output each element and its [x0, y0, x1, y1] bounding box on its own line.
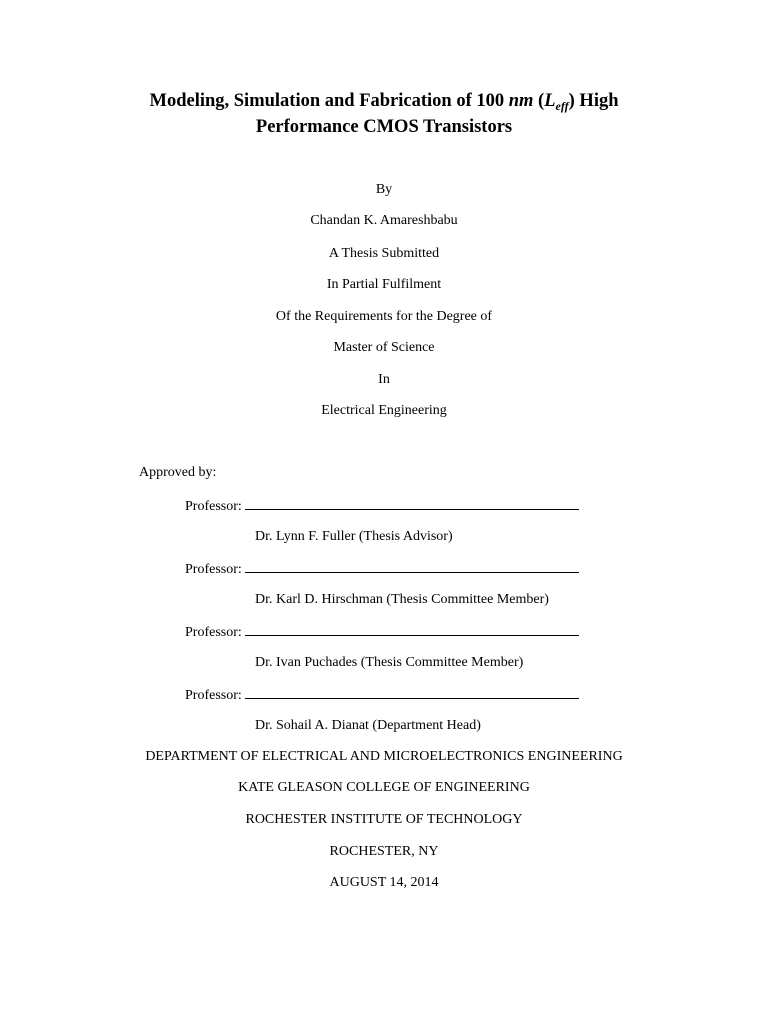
- author-name: Chandan K. Amareshbabu: [310, 213, 458, 228]
- title-line-1: [0, 88, 768, 114]
- university-name: ROCHESTER INSTITUTE OF TECHNOLOGY: [245, 812, 523, 827]
- signature-role: Professor:: [185, 562, 242, 577]
- signatory-name: Dr. Lynn F. Fuller (Thesis Advisor): [255, 529, 453, 544]
- title-l-subscript: eff: [555, 99, 569, 113]
- signature-line: [245, 685, 579, 699]
- in-label: In: [378, 372, 390, 387]
- location: ROCHESTER, NY: [329, 844, 439, 859]
- signature-line: [245, 622, 579, 636]
- signatory-name: Dr. Karl D. Hirschman (Thesis Committee Member): [255, 592, 549, 607]
- title-unit: nm: [508, 91, 534, 111]
- submission-statement-1: A Thesis Submitted: [328, 246, 440, 261]
- degree-name: Master of Science: [333, 340, 435, 355]
- by-label: By: [375, 182, 393, 197]
- signature-row: [185, 496, 579, 516]
- signatory-name: Dr. Sohail A. Dianat (Department Head): [255, 718, 481, 733]
- title-line-2: Performance CMOS Transistors: [255, 117, 513, 137]
- department-name: DEPARTMENT OF ELECTRICAL AND MICROELECTRONICS ENGINEERING: [145, 749, 623, 764]
- signature-row: [185, 622, 579, 642]
- field-of-study: Electrical Engineering: [321, 403, 447, 418]
- signature-row: [185, 559, 579, 579]
- college-name: KATE GLEASON COLLEGE OF ENGINEERING: [238, 780, 530, 795]
- thesis-title: [0, 88, 768, 140]
- signature-role: Professor:: [185, 499, 242, 514]
- signature-role: Professor:: [185, 688, 242, 703]
- signature-line: [245, 496, 579, 510]
- title-line-1-pre: Modeling, Simulation and Fabrication of 100: [149, 91, 509, 111]
- title-line-1-post: ) High: [568, 91, 619, 111]
- submission-statement-3: Of the Requirements for the Degree of: [275, 309, 493, 324]
- signature-line: [245, 559, 579, 573]
- submission-date: AUGUST 14, 2014: [329, 875, 439, 890]
- title-paren-open: (: [533, 91, 545, 111]
- title-l-symbol: L: [544, 91, 556, 111]
- submission-statement-2: In Partial Fulfilment: [326, 277, 442, 292]
- signatory-name: Dr. Ivan Puchades (Thesis Committee Member): [255, 655, 524, 670]
- signature-row: [185, 685, 579, 705]
- signature-role: Professor:: [185, 625, 242, 640]
- approved-by-label: Approved by:: [139, 465, 217, 480]
